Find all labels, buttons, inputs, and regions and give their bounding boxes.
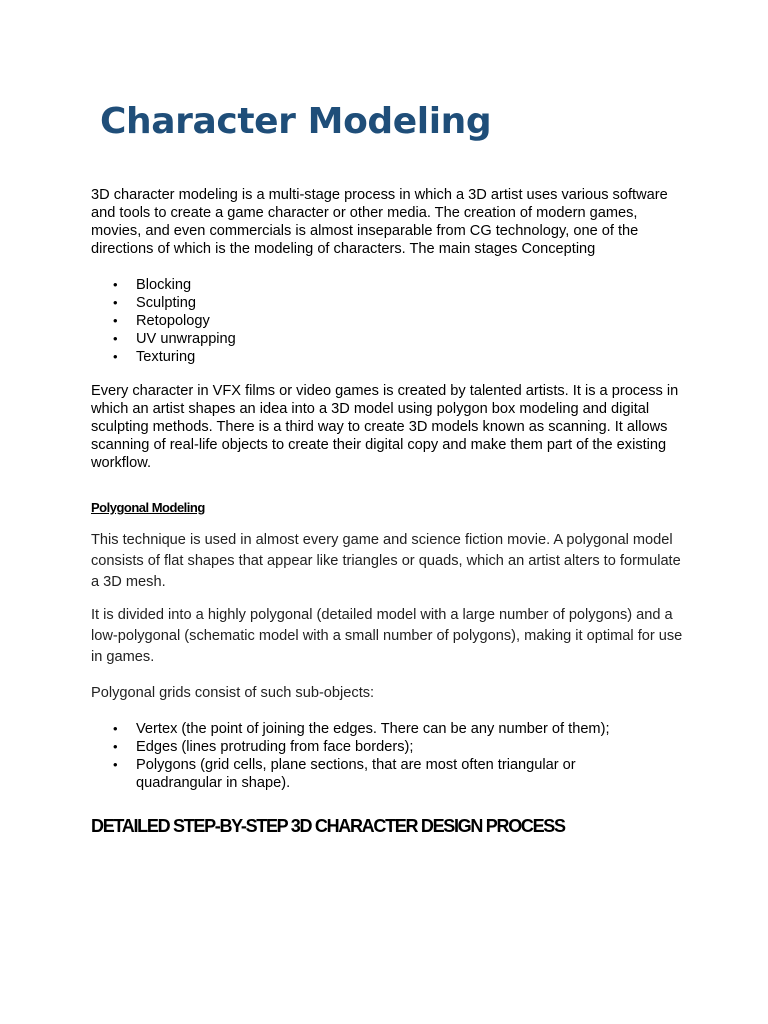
list-item-text: Sculpting (136, 295, 197, 311)
polygonal-paragraph-3: Polygonal grids consist of such sub-objects: (91, 685, 375, 701)
bullet-icon: • (113, 277, 118, 292)
list-item (91, 348, 691, 366)
polygonal-paragraph-1: This technique is used in almost every game and science fiction movie. A polygonal model consists of flat shapes that appear like triangles or quads, which an artist alters to formulate a 3D mesh. (91, 532, 681, 590)
bullet-icon: • (113, 313, 118, 328)
document-title: Character Modeling (100, 101, 492, 142)
list-item-text: Edges (lines protruding from face borders); (136, 739, 414, 755)
list-item (91, 738, 691, 756)
polygonal-paragraph-2: It is divided into a highly polygonal (detailed model with a large number of polygons) and a low-polygonal (schematic model with a small number of polygons), making it optimal for use in games. (91, 607, 683, 665)
bullet-icon: • (113, 757, 118, 772)
bullet-icon: • (113, 721, 118, 736)
list-item (91, 294, 691, 312)
list-item (91, 276, 691, 294)
bullet-icon: • (113, 295, 118, 310)
process-heading: DETAILED STEP-BY-STEP 3D CHARACTER DESIGN PROCESS (91, 816, 565, 836)
list-item-text: Vertex (the point of joining the edges. There can be any number of them); (136, 721, 610, 737)
intro-paragraph: 3D character modeling is a multi-stage process in which a 3D artist uses various software and tools to create a game character or other media. The creation of modern games, movies, and even commercials is almost inseparable from CG technology, one of the directions of which is the modeling of characters. The main stages Concepting (91, 187, 668, 257)
list-item (91, 720, 691, 738)
list-item (91, 756, 691, 792)
bullet-icon: • (113, 331, 118, 346)
vfx-paragraph: Every character in VFX films or video games is created by talented artists. It is a process in which an artist shapes an idea into a 3D model using polygon box modeling and digital sculpting methods. There is a third way to create 3D models known as scanning. It allows scanning of real-life objects to create their digital copy and make them part of the existing workflow. (91, 383, 679, 471)
list-item-text: Blocking (136, 277, 192, 293)
list-item-text: UV unwrapping (136, 331, 236, 347)
list-item (91, 312, 691, 330)
bullet-icon: • (113, 349, 118, 364)
stages-list (91, 276, 691, 366)
list-item-text: Texturing (136, 349, 196, 365)
list-item-text: Retopology (136, 313, 210, 329)
list-item (91, 330, 691, 348)
bullet-icon: • (113, 739, 118, 754)
sub-objects-list (91, 720, 691, 792)
list-item-text: Polygons (grid cells, plane sections, that are most often triangular or quadrangular in shape). (136, 757, 576, 791)
polygonal-modeling-heading: Polygonal Modeling (91, 500, 205, 515)
